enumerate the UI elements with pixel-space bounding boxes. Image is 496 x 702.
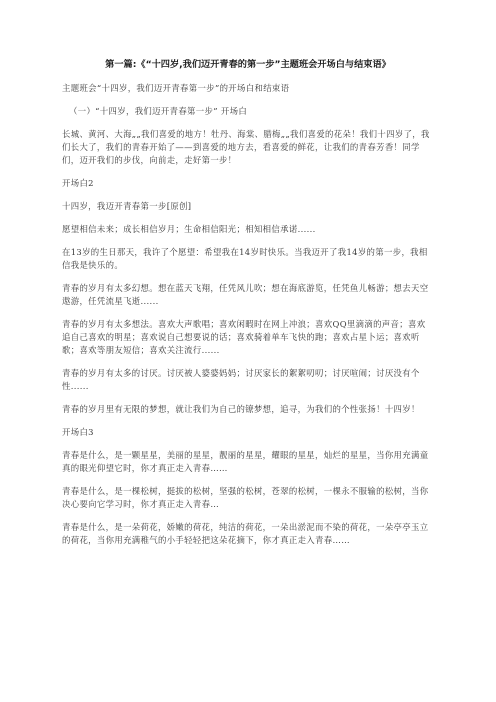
paragraph-star: 青春是什么，是一颗星星，美丽的星星，靓丽的星星，耀眼的星星，灿烂的星星，当你用充满童真的眼光仰望它时，你才真正走入青春…… — [62, 450, 429, 473]
paragraph-lotus: 青春是什么，是一朵荷花，娇嫩的荷花，纯洁的荷花，一朵出淤泥而不染的荷花，一朵亭亭玉立的荷花，当你用充满稚气的小手轻轻把这朵花摘下，你才真正走入青春…… — [62, 522, 429, 545]
document-page — [62, 58, 434, 557]
paragraph-birthday: 在13岁的生日那天，我许了个愿望：希望我在14岁时快乐。当我迈开了我14岁的第一步，我相信我是快乐的。 — [62, 247, 428, 270]
paragraph-wish: 愿望相信未来；成长相信岁月；生命相信阳光；相知相信承诺...... — [62, 224, 316, 234]
paragraph-dislikes: 青春的岁月有太多的讨厌。讨厌被人婆婆妈妈；讨厌家长的絮絮叨叨；讨厌喧闹；讨厌没有个性...... — [62, 368, 420, 391]
document-title: 第一篇:《“十四岁,我们迈开青春的第一步”主题班会开场白与结束语》 — [105, 59, 391, 70]
paragraph-ideas: 青春的岁月有太多想法。喜欢大声歌唱；喜欢闲暇时在网上冲浪；喜欢QQ里滴滴的声音；喜欢追自己喜欢的明星；喜欢说自己想要说的话；喜欢骑着单车飞快的跑；喜欢占星卜运；喜欢听歌；喜欢等朋友短信；喜欢关注流行...... — [62, 319, 426, 355]
section-heading-opening-2: 开场白2 — [62, 178, 94, 188]
paragraph-pine: 青春是什么，是一棵松树，挺拔的松树，坚强的松树，苍翠的松树，一棵永不服输的松树，当你决心要向它学习时，你才真正走入青春… — [62, 486, 429, 509]
paragraph-dreams: 青春的岁月里有无限的梦想，就让我们为自己的镣梦想，追寻，为我们的个性张扬！十四岁！ — [62, 404, 420, 414]
paragraph-intro: 主题班会“十四岁，我们迈开青春第一步”的开场白和结束语 — [62, 83, 290, 93]
paragraph-opening-1: 长城、黄河、大海„„我们喜爱的地方！牡丹、海棠、腊梅„„我们喜爱的花朵！我们十四岁了，我们长大了，我们的青春开始了——到喜爱的地方去，看喜爱的鲜花，让我们的青春芳香！同学们，迈开我们的步伐，向前走，走好第一步！ — [62, 129, 430, 165]
section-heading-opening-1: （一）“十四岁，我们迈开青春第一步” 开场白 — [69, 106, 248, 116]
subheading-original: 十四岁，我迈开青春第一步[原创] — [62, 201, 192, 211]
paragraph-fantasies: 青春的岁月有太多幻想。想在蓝天飞翔，任凭风儿吹；想在海底游览，任凭鱼儿畅游；想去天空遨游，任凭流星飞逝...... — [62, 283, 429, 306]
section-heading-opening-3: 开场白3 — [62, 427, 94, 437]
